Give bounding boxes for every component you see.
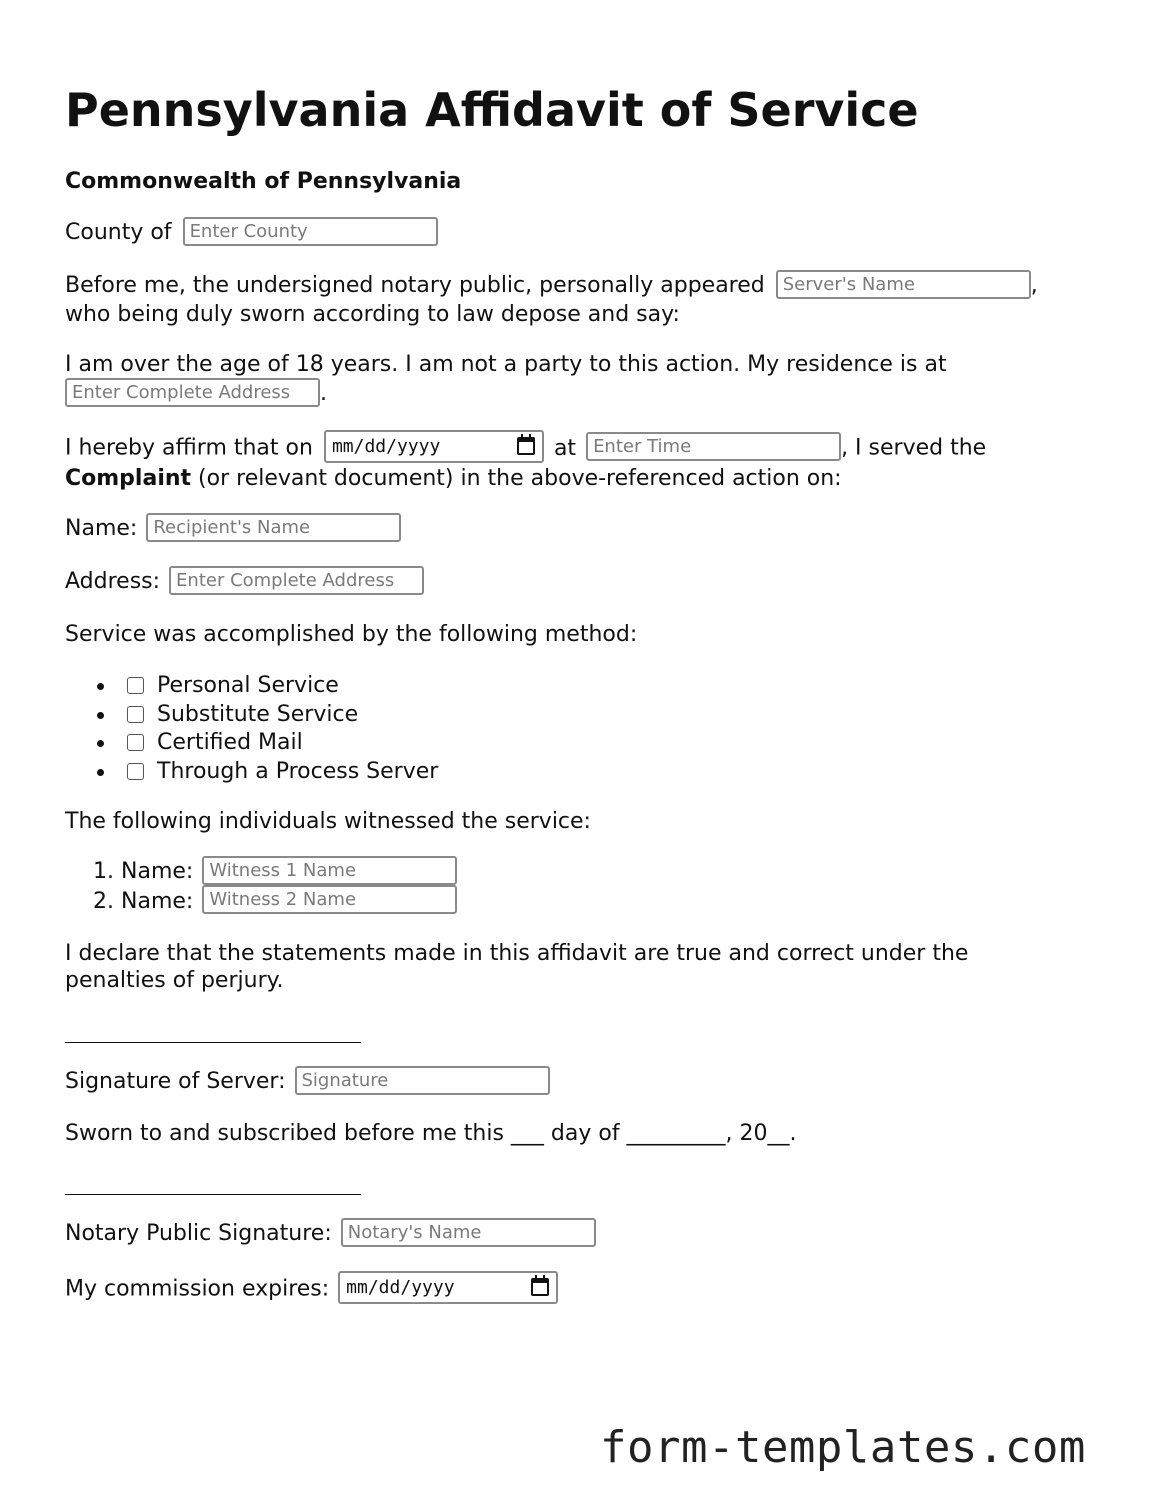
notary-name-input[interactable]: Notary's Name: [341, 1218, 596, 1247]
affirm-text: I hereby affirm that on: [65, 435, 313, 461]
method-label: Certified Mail: [157, 730, 303, 756]
commission-date-placeholder: mm/dd/yyyy: [346, 1277, 455, 1298]
page-title: Pennsylvania Affidavit of Service: [65, 83, 919, 137]
recipient-name-label: Name:: [65, 516, 138, 541]
notary-label: Notary Public Signature:: [65, 1221, 332, 1246]
service-date-input[interactable]: [324, 430, 544, 463]
witness-1-input[interactable]: Witness 1 Name: [202, 856, 457, 885]
list-item: [65, 728, 438, 757]
server-signature-line: [65, 1042, 361, 1043]
affirm-served: , I served the: [841, 435, 987, 461]
bullet-icon: [97, 712, 104, 719]
bullet-icon: [97, 683, 104, 690]
recipient-address-input[interactable]: Enter Complete Address: [169, 566, 424, 595]
document-type: Complaint: [65, 466, 192, 491]
affirm-row: [65, 432, 986, 465]
list-item: [65, 887, 457, 917]
server-signature-input[interactable]: Signature: [295, 1066, 550, 1095]
method-label: Substitute Service: [157, 701, 359, 727]
notary-row: [65, 1219, 596, 1249]
county-row: [65, 218, 438, 248]
commission-row: [65, 1273, 558, 1306]
witness-2-input[interactable]: Witness 2 Name: [202, 885, 457, 914]
recipient-name-row: [65, 514, 401, 544]
sworn-statement: Sworn to and subscribed before me this ___ day of _________, 20__.: [65, 1121, 797, 1146]
watermark-text: form-templates.com: [600, 1422, 1086, 1473]
appearance-text: Before me, the undersigned notary public, personally appeared: [65, 273, 765, 298]
method-list: [65, 671, 438, 786]
bullet-icon: [97, 769, 104, 776]
notary-signature-line: [65, 1194, 361, 1195]
residence-address-input[interactable]: Enter Complete Address: [65, 378, 320, 407]
declaration-line1: I declare that the statements made in this affidavit are true and correct under the: [65, 941, 969, 966]
commission-label: My commission expires:: [65, 1276, 330, 1302]
affirm-at: at: [553, 435, 577, 461]
witness-list: [65, 857, 457, 916]
method-intro: Service was accomplished by the following method:: [65, 622, 638, 647]
list-item: [65, 757, 438, 786]
document-row: [65, 464, 842, 493]
service-time-input[interactable]: Enter Time: [586, 432, 841, 461]
recipient-address-row: [65, 567, 424, 597]
witness-label: Name:: [121, 859, 194, 884]
document-rest: (or relevant document) in the above-referenced action on:: [198, 466, 842, 491]
certified-mail-checkbox[interactable]: [127, 734, 144, 751]
witness-intro: The following individuals witnessed the service:: [65, 809, 591, 834]
calendar-icon[interactable]: [531, 1278, 549, 1296]
service-date-placeholder: mm/dd/yyyy: [331, 436, 441, 457]
commonwealth-heading: Commonwealth of Pennsylvania: [65, 169, 462, 194]
process-server-checkbox[interactable]: [127, 763, 144, 780]
appearance-comma: ,: [1030, 273, 1038, 298]
server-signature-row: [65, 1067, 550, 1097]
residence-period: .: [320, 381, 327, 406]
personal-service-checkbox[interactable]: [127, 677, 144, 694]
substitute-service-checkbox[interactable]: [127, 706, 144, 723]
residence-text: I am over the age of 18 years. I am not a party to this action. My residence is at: [65, 352, 947, 377]
appearance-row: [65, 271, 1038, 301]
declaration-line2: penalties of perjury.: [65, 968, 284, 993]
bullet-icon: [97, 740, 104, 747]
method-label: Personal Service: [157, 673, 339, 698]
server-signature-label: Signature of Server:: [65, 1069, 286, 1094]
appearance-line2: who being duly sworn according to law depose and say:: [65, 302, 680, 327]
commission-date-input[interactable]: [338, 1271, 558, 1304]
witness-number: 2.: [93, 888, 114, 914]
recipient-address-label: Address:: [65, 569, 161, 594]
server-name-input[interactable]: Server's Name: [776, 270, 1031, 299]
recipient-name-input[interactable]: Recipient's Name: [146, 513, 401, 542]
residence-address-row: [65, 379, 327, 409]
list-item: [65, 857, 457, 887]
list-item: [65, 671, 438, 700]
county-input[interactable]: Enter County: [183, 217, 438, 246]
method-label: Through a Process Server: [157, 759, 439, 785]
witness-label: Name:: [121, 888, 194, 914]
calendar-icon[interactable]: [517, 437, 535, 455]
county-label: County of: [65, 220, 172, 245]
list-item: [65, 700, 438, 729]
witness-number: 1.: [93, 859, 114, 884]
